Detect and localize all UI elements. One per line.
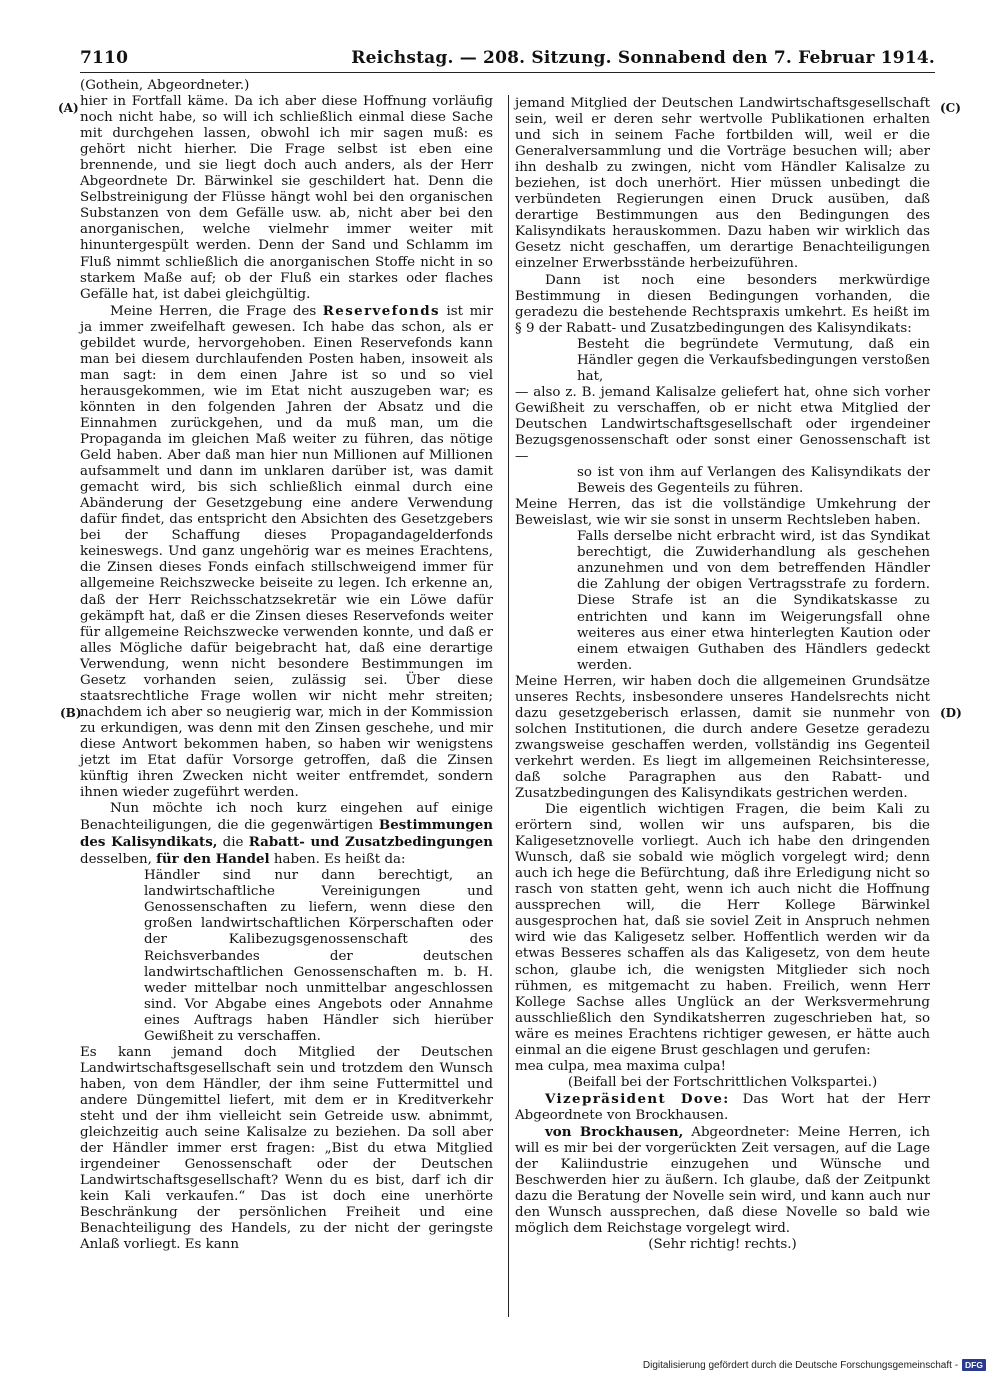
block-quote: so ist von ihm auf Verlangen des Kalisyndikats der Beweis des Gegenteils zu führen.	[577, 465, 930, 497]
margin-letter-d: (D)	[940, 706, 962, 720]
footer-text: Digitalisierung gefördert durch die Deutsche Forschungsgemeinschaft -	[642, 1359, 959, 1371]
page-number: 7110	[80, 48, 129, 68]
reaction-note: (Sehr richtig! rechts.)	[648, 1237, 797, 1253]
margin-letter-c: (C)	[940, 101, 961, 115]
applause-note: (Beifall bei der Fortschrittlichen Volkspartei.)	[567, 1074, 878, 1090]
margin-letter-b: (B)	[60, 706, 82, 720]
block-quote: Falls derselbe nicht erbracht wird, ist das Syndikat berechtigt, die Zuwiderhandlung als geschehen anzunehmen und von dem betreffenden Händler die Zahlung der obigen Vertragsstrafe zu fordern. Diese Strafe ist an die Syndikatskasse zu entrichten und kann im Weigerungsfall ohne weiteres aus einer etwa hinterlegten Kaution oder einem etwaigen Guthaben des Händlers gedeckt werden.	[577, 529, 930, 673]
page-header	[80, 48, 935, 74]
emphasis: Bestimmungen des Kalisyndikats,	[80, 817, 493, 851]
emphasis: Rabatt- und Zusatzbedingungen	[248, 834, 493, 851]
header-rule	[80, 72, 935, 73]
left-column	[80, 78, 493, 1253]
paragraph: Vizepräsident Dove: Das Wort hat der Herr Abgeordnete von Brockhausen.	[515, 1090, 930, 1123]
block-quote: Besteht die begründete Vermutung, daß ein Händler gegen die Verkaufsbedingungen verstoßen hat,	[577, 336, 930, 384]
paragraph: jemand Mitglied der Deutschen Landwirtschaftsgesellschaft sein, weil er deren sehr wertvolle Publikationen erhalten und sich in seinem Fache fortbilden will, weil er die Generalversammlung und die Vorträge besuchen will; aber ihn deshalb zu zwingen, nicht vom Händler Kalisalze zu beziehen, ist doch unerhört. Hier müssen unbedingt die verbündeten Regierungen einen Druck ausüben, daß derartige Bestimmungen aus den Bedingungen des Kalisyndikats herauskommen. Dazu haben wir wirklich das Gesetz nicht geschaffen, um derartige Benachteiligungen einzelner Erwerbsstände herbeizuführen.	[515, 96, 930, 272]
margin-letter-a: (A)	[58, 101, 79, 115]
speaker-name: Vizepräsident Dove:	[545, 1090, 730, 1107]
header-title: Reichstag. — 208. Sitzung. Sonnabend den 7. Februar 1914.	[351, 48, 935, 68]
speaker-note: (Gothein, Abgeordneter.)	[80, 78, 250, 93]
paragraph: von Brockhausen, Abgeordneter: Meine Herren, ich will es mir bei der vorgerückten Zeit versagen, auf die Lage der Kaliindustrie einzugehen und Wünsche und Beschwerden hier zu äußern. Ich glaube, daß der Zeitpunkt dazu die Beratung der Novelle sein wird, und kann auch nur den Wunsch aussprechen, daß diese Novelle so bald wie möglich dem Reichstage vorgelegt wird.	[515, 1124, 930, 1237]
latin-quote: mea culpa, mea maxima culpa!	[515, 1058, 726, 1074]
paragraph: Es kann jemand doch Mitglied der Deutschen Landwirtschaftsgesellschaft sein und trotzdem den Wunsch haben, von dem Händler, der ihm seine Futtermittel und andere Düngemittel liefert, mit dem er in Kreditverkehr steht und der ihm vielleicht sein Getreide usw. abnimmt, gleichzeitig auch seine Kalisalze zu beziehen. Da soll aber der Händler immer erst fragen: „Bist du etwa Mitglied irgendeiner Genossenschaft oder der Deutschen Landwirtschaftsgesellschaft? Wenn du es bist, darf ich dir kein Kali verkaufen.“ Das ist doch eine unerhörte Beschränkung der persönlichen Freiheit und eine Benachteiligung des Handels, zu der nicht der geringste Anlaß vorliegt. Es kann	[80, 1044, 493, 1253]
block-quote: Händler sind nur dann berechtigt, an landwirtschaftliche Vereinigungen und Genossenschaften zu liefern, wenn diese den großen landwirtschaftlichen Körperschaften oder der Kalibezugsgenossenschaft des Reichsverbandes der deutschen landwirtschaftlichen Genossenschaften m. b. H. weder mittelbar noch unmittelbar angeschlossen sind. Vor Abgabe eines Angebots oder Annahme eines Auftrags haben Händler sich hierüber Gewißheit zu verschaffen.	[144, 868, 493, 1044]
paragraph: hier in Fortfall käme. Da ich aber diese Hoffnung vorläufig noch nicht habe, so will ich schließlich einmal diese Sache mit durchgehen lassen, obwohl ich mir sagen muß: es gehört nicht hierher. Die Frage selbst ist eben eine brennende, und sie liegt doch auch anders, als der Herr Abgeordnete Dr. Bärwinkel sie geschildert hat. Denn die Selbstreinigung der Flüsse hängt wohl bei den organischen Substanzen von dem Gefälle usw. ab, nicht aber bei den anorganischen, welche vielmehr immer weiter mit hinuntergespült werden. Denn der Sand und Schlamm im Fluß nimmt schließlich die anorganischen Stoffe nicht in so starkem Maße auf; ob der Fluß ein starkes oder flaches Gefälle hat, ist dabei gleichgültig.	[80, 94, 493, 302]
column-divider	[508, 95, 509, 1317]
paragraph: Meine Herren, wir haben doch die allgemeinen Grundsätze unseres Rechts, insbesondere unseres Handelsrechts nicht dazu gesetzgeberisch erlassen, damit sie nunmehr von solchen Institutionen, die durch andere Gesetze geradezu zwangsweise geschaffen werden, vollständig ins Gegenteil verkehrt werden. Es liegt im allgemeinen Reichsinteresse, daß solche Paragraphen aus den Rabatt- und Zusatzbedingungen des Kalisyndikats gestrichen werden.	[515, 673, 930, 802]
speaker-name: von Brockhausen,	[545, 1124, 684, 1140]
right-column	[515, 96, 930, 1253]
paragraph: Nun möchte ich noch kurz eingehen auf einige Benachteiligungen, die die gegenwärtigen Bestimmungen des Kalisyndikats, die Rabatt- und Zusatzbedingungen desselben, für den Handel haben. Es heißt da:	[80, 801, 493, 868]
emphasis: für den Handel	[156, 851, 270, 868]
dfg-logo-icon: DFG	[962, 1359, 986, 1371]
paragraph: — also z. B. jemand Kalisalze geliefert hat, ohne sich vorher Gewißheit zu verschaffen, ob er nicht etwa Mitglied der Deutschen Landwirtschaftsgesellschaft oder irgendeiner Bezugsgenossenschaft oder sonst einer Genossenschaft ist —	[515, 384, 930, 465]
paragraph: Meine Herren, die Frage des Reservefonds ist mir ja immer zweifelhaft gewesen. Ich habe das schon, als er gebildet wurde, hervorgehoben. Einen Reservefonds kann man bei diesem durchlaufenden Posten haben, insoweit als man sagt: in dem einen Jahre ist so und so viel herausgekommen, wie im Etat nicht auszugeben war; es könnten in den folgenden Jahren der Absatz und die Einnahmen zurückgehen, und da muß man, um die Propaganda im gleichen Maß weiter zu führen, das nötige Geld haben. Aber daß man hier nun Millionen auf Millionen aufsammelt und dann im unklaren darüber ist, was damit gemacht wird, bis sich schließlich einmal durch eine Abänderung der Gesetzgebung eine andere Verwendung dafür findet, das entspricht den Absichten des Gesetzgebers bei der Schaffung dieses Propagandagelderfonds keineswegs. Und ganz ungehörig war es meines Erachtens, die Zinsen dieses Fonds einfach stillschweigend immer für allgemeine Reichszwecke beiseite zu legen. Ich erkenne an, daß der Herr Reichsschatzsekretär wie ein Löwe dafür gekämpft hat, daß er die Zinsen dieses Reservefonds weiter für allgemeine Reichszwecke verwenden konnte, und daß er alles Mögliche dafür beigebracht hat, daß eine derartige Verwendung, wenn nicht besondere Bestimmungen im Gesetz vorhanden seien, zulässig sei. Über diese staatsrechtliche Frage wollen wir nicht mehr streiten; nachdem ich aber so neugierig war, mich in der Kommission zu erkundigen, was denn mit den Zinsen geschehe, und mir diese Antwort bekommen haben, so haben wir wenigstens jetzt im Etat dafür Vorsorge getroffen, daß die Zinsen künftig ihren Zwecken nicht weiter entfremdet, sondern ihnen wieder zugeführt werden.	[80, 302, 493, 801]
emphasis: Reservefonds	[322, 302, 440, 319]
footer	[643, 1359, 986, 1371]
paragraph: Dann ist noch eine besonders merkwürdige Bestimmung in diesen Bedingungen vorhanden, die geradezu die bestehende Rechtspraxis umkehrt. Es heißt im § 9 der Rabatt- und Zusatzbedingungen des Kalisyndikats:	[515, 272, 930, 336]
paragraph: Meine Herren, das ist die vollständige Umkehrung der Beweislast, wie wir sie sonst in unserm Rechtsleben haben.	[515, 497, 930, 529]
paragraph: Die eigentlich wichtigen Fragen, die beim Kali zu erörtern sind, wollen wir uns aufsparen, bis die Kaligesetznovelle vorliegt. Auch ich habe den dringenden Wunsch, daß sie sobald wie möglich vorgelegt wird; denn auch ich hege die Befürchtung, daß ihre Erledigung nicht so rasch von statten geht, wenn ich auch nicht die Hoffnung aussprechen will, die Herr Kollege Bärwinkel ausgesprochen hat, daß sie soviel Zeit in Anspruch nehmen wird wie das Kaligesetz selber. Hoffentlich werden wir da etwas Besseres schaffen als das Kaligesetz, von dem heute schon, glaube ich, die wenigsten Mitglieder sich noch rühmen, es mitgemacht zu haben. Freilich, wenn Herr Kollege Sachse alles Unglück an der Werksvermehrung ausschließlich den Syndikatsherren zugeschrieben hat, so wäre es meines Erachtens richtiger gewesen, er hätte auch einmal an die eigene Brust geschlagen und gerufen:	[515, 802, 930, 1058]
